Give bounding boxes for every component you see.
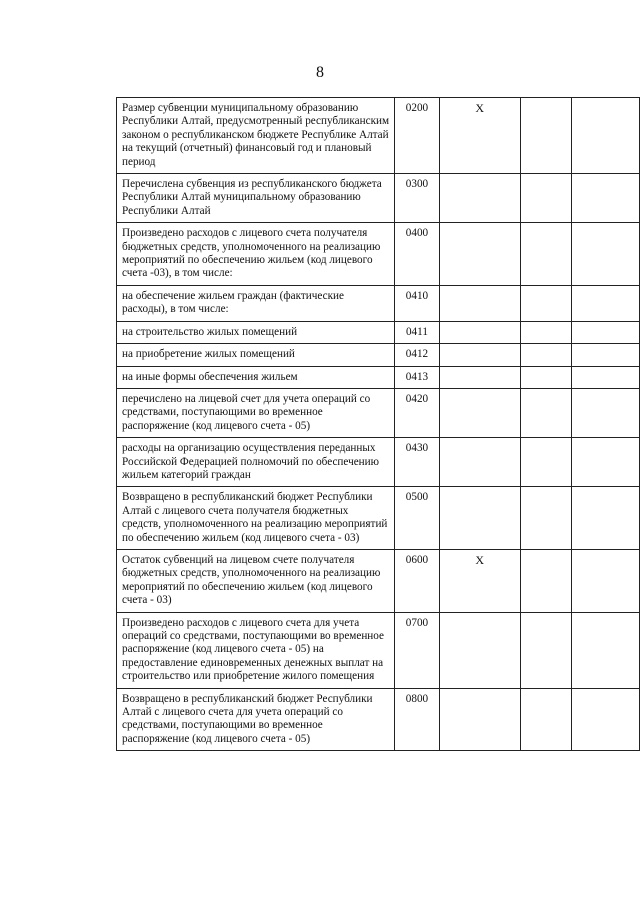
row-code: 0412 bbox=[395, 344, 439, 366]
row-empty-cell bbox=[571, 223, 639, 286]
row-empty-cell bbox=[571, 388, 639, 437]
row-empty-cell bbox=[520, 549, 571, 612]
row-empty-cell bbox=[520, 438, 571, 487]
table-row bbox=[117, 438, 640, 487]
row-description: расходы на организацию осуществления переданных Российской Федерацией полномочий по обеспечению жильем категорий граждан bbox=[117, 438, 395, 487]
row-code: 0700 bbox=[395, 612, 439, 688]
row-mark bbox=[439, 438, 520, 487]
row-code: 0800 bbox=[395, 688, 439, 751]
row-code: 0500 bbox=[395, 487, 439, 550]
row-mark bbox=[439, 344, 520, 366]
row-empty-cell bbox=[571, 688, 639, 751]
table-row bbox=[117, 487, 640, 550]
row-code: 0430 bbox=[395, 438, 439, 487]
row-code: 0200 bbox=[395, 98, 439, 174]
row-empty-cell bbox=[520, 344, 571, 366]
row-empty-cell bbox=[520, 388, 571, 437]
row-description: перечислено на лицевой счет для учета операций со средствами, поступающими во временное распоряжение (код лицевого счета - 05) bbox=[117, 388, 395, 437]
row-description: Возвращено в республиканский бюджет Республики Алтай с лицевого счета получателя бюджетных средств, уполномоченного на реализацию мероприятий по обеспечению жильем (код лицевого счета - 03) bbox=[117, 487, 395, 550]
row-mark bbox=[439, 487, 520, 550]
row-code: 0420 bbox=[395, 388, 439, 437]
report-table-body bbox=[117, 98, 640, 751]
row-empty-cell bbox=[571, 438, 639, 487]
row-description: на приобретение жилых помещений bbox=[117, 344, 395, 366]
row-code: 0411 bbox=[395, 321, 439, 343]
row-mark bbox=[439, 366, 520, 388]
table-row bbox=[117, 549, 640, 612]
row-empty-cell bbox=[571, 344, 639, 366]
row-empty-cell bbox=[571, 612, 639, 688]
row-empty-cell bbox=[520, 612, 571, 688]
row-mark bbox=[439, 612, 520, 688]
row-mark bbox=[439, 285, 520, 321]
table-row bbox=[117, 688, 640, 751]
row-description: на иные формы обеспечения жильем bbox=[117, 366, 395, 388]
row-mark: X bbox=[439, 98, 520, 174]
table-row bbox=[117, 285, 640, 321]
page-number: 8 bbox=[316, 64, 324, 81]
table-row bbox=[117, 174, 640, 223]
row-code: 0600 bbox=[395, 549, 439, 612]
row-description: Произведено расходов с лицевого счета для учета операций со средствами, поступающими во временное распоряжение (код лицевого счета - 05) на предоставление единовременных денежных выплат на строительство или приобретение жилого помещения bbox=[117, 612, 395, 688]
row-mark bbox=[439, 174, 520, 223]
row-mark bbox=[439, 321, 520, 343]
row-mark bbox=[439, 388, 520, 437]
table-row bbox=[117, 344, 640, 366]
row-empty-cell bbox=[520, 366, 571, 388]
row-description: на строительство жилых помещений bbox=[117, 321, 395, 343]
row-empty-cell bbox=[571, 98, 639, 174]
row-description: Размер субвенции муниципальному образованию Республики Алтай, предусмотренный республиканским законом о республиканском бюджете Республике Алтай на текущий (отчетный) финансовый год и плановый период bbox=[117, 98, 395, 174]
row-empty-cell bbox=[571, 174, 639, 223]
row-empty-cell bbox=[571, 487, 639, 550]
table-row bbox=[117, 98, 640, 174]
table-row bbox=[117, 321, 640, 343]
row-description: на обеспечение жильем граждан (фактические расходы), в том числе: bbox=[117, 285, 395, 321]
row-mark bbox=[439, 688, 520, 751]
row-empty-cell bbox=[520, 688, 571, 751]
row-empty-cell bbox=[571, 549, 639, 612]
row-empty-cell bbox=[571, 366, 639, 388]
row-empty-cell bbox=[520, 321, 571, 343]
row-mark: X bbox=[439, 549, 520, 612]
table-row bbox=[117, 366, 640, 388]
row-empty-cell bbox=[520, 223, 571, 286]
row-empty-cell bbox=[571, 285, 639, 321]
row-description: Произведено расходов с лицевого счета получателя бюджетных средств, уполномоченного на реализацию мероприятий по обеспечению жильем (код лицевого счета -03), в том числе: bbox=[117, 223, 395, 286]
row-description: Перечислена субвенция из республиканского бюджета Республики Алтай муниципальному образованию Республики Алтай bbox=[117, 174, 395, 223]
row-mark bbox=[439, 223, 520, 286]
row-empty-cell bbox=[520, 98, 571, 174]
table-row bbox=[117, 612, 640, 688]
row-description: Остаток субвенций на лицевом счете получателя бюджетных средств, уполномоченного на реализацию мероприятий по обеспечению жильем (код лицевого счета - 03) bbox=[117, 549, 395, 612]
row-empty-cell bbox=[520, 487, 571, 550]
row-code: 0400 bbox=[395, 223, 439, 286]
row-empty-cell bbox=[571, 321, 639, 343]
row-empty-cell bbox=[520, 174, 571, 223]
row-code: 0300 bbox=[395, 174, 439, 223]
table-row bbox=[117, 223, 640, 286]
row-code: 0410 bbox=[395, 285, 439, 321]
row-code: 0413 bbox=[395, 366, 439, 388]
table-row bbox=[117, 388, 640, 437]
row-description: Возвращено в республиканский бюджет Республики Алтай с лицевого счета для учета операций со средствами, поступающими во временное распоряжение (код лицевого счета - 05) bbox=[117, 688, 395, 751]
report-table bbox=[116, 97, 640, 751]
row-empty-cell bbox=[520, 285, 571, 321]
